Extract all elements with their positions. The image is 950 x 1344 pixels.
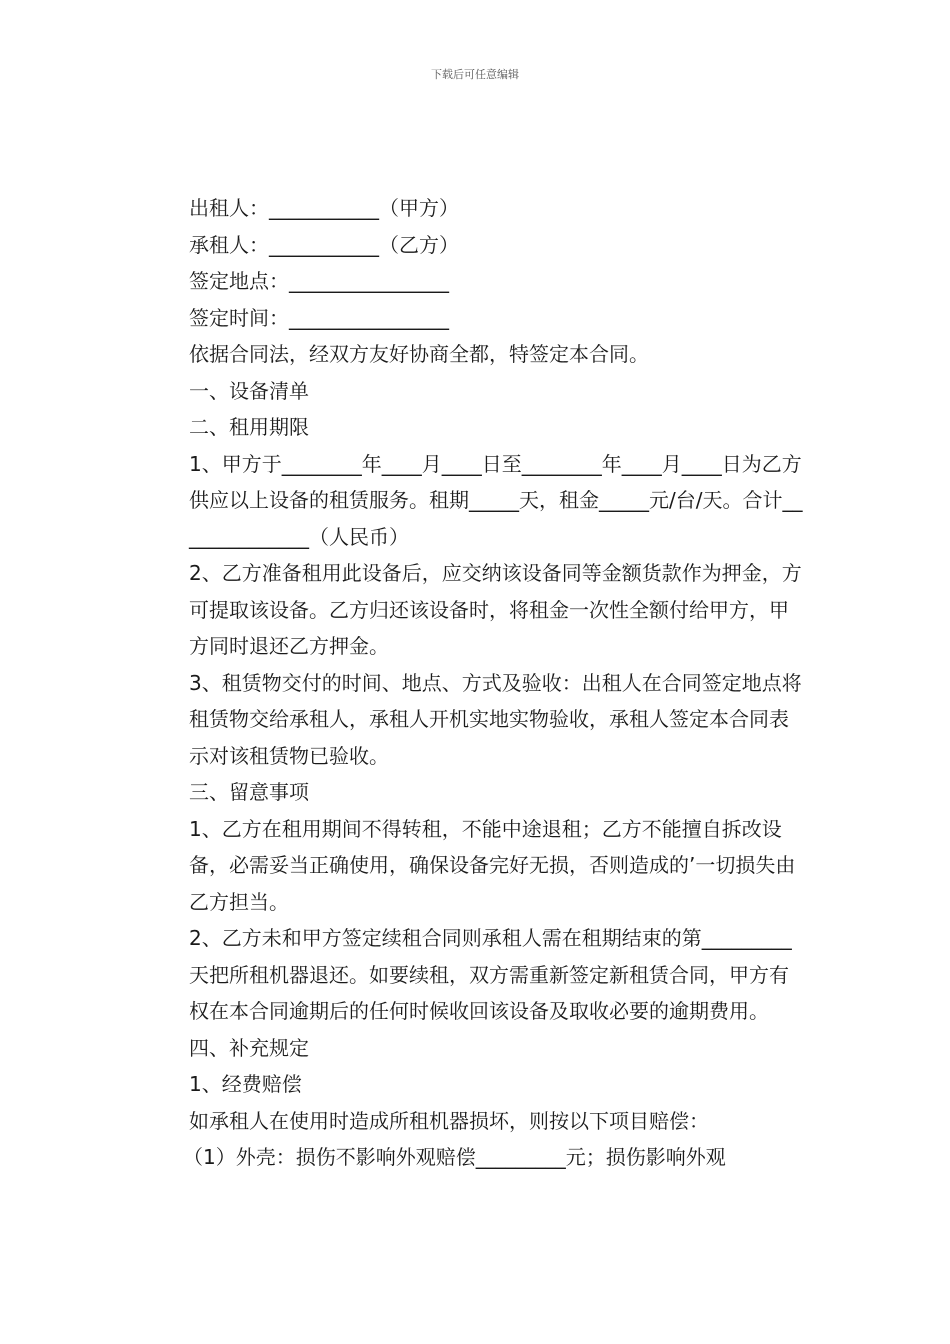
clause-3-2: 2、乙方未和甲方签定续租合同则承租人需在租期结束的第_________天把所租机器退还。如要续租，双方需重新签定新租赁合同，甲方有权在本合同逾期后的任何时候收回该设备及取收必要的逾期费用。 <box>189 926 792 1023</box>
signing-time-line: 签定时间：________________ <box>189 305 449 330</box>
lessor-line: 出租人：___________（甲方） <box>189 196 459 220</box>
section-supplementary: 四、补充规定 <box>189 1035 309 1060</box>
page-header-note: 下载后可任意编辑 <box>431 68 519 81</box>
section-equipment-list: 一、设备清单 <box>189 378 309 403</box>
compensation-intro: 如承租人在使用时造成所租机器损坏，则按以下项目赔偿： <box>189 1108 709 1133</box>
intro-paragraph: 依据合同法，经双方友好协商全都，特签定本合同。 <box>189 342 649 366</box>
lessee-line: 承租人：___________（乙方） <box>189 232 459 257</box>
compensation-item-1: （1）外壳：损伤不影响外观赔偿_________元；损伤影响外观 <box>183 1145 726 1169</box>
signing-place-line: 签定地点：________________ <box>189 269 449 293</box>
clause-2-2: 2、乙方准备租用此设备后，应交纳该设备同等金额货款作为押金，方可提取该设备。乙方归还该设备时，将租金一次性全额付给甲方，甲方同时退还乙方押金。 <box>189 561 802 658</box>
contract-body <box>147 190 807 1176</box>
clause-2-1: 1、甲方于________年____月____日至________年____月____日为乙方供应以上设备的租赁服务。租期_____天，租金_____元/台/天。合计______________（人民币） <box>189 451 803 549</box>
clause-3-1: 1、乙方在租用期间不得转租，不能中途退租；乙方不能擅自拆改设备，必需妥当正确使用，确保设备完好无损，否则造成的’一切损失由乙方担当。 <box>189 816 796 914</box>
clause-2-3: 3、租赁物交付的时间、地点、方式及验收：出租人在合同签定地点将租赁物交给承租人，承租人开机实地实物验收，承租人签定本合同表示对该租赁物已验收。 <box>189 670 802 768</box>
section-rental-period: 二、租用期限 <box>189 415 309 439</box>
subsection-compensation: 1、经费赔偿 <box>189 1072 302 1096</box>
section-notes: 三、留意事项 <box>189 780 309 804</box>
